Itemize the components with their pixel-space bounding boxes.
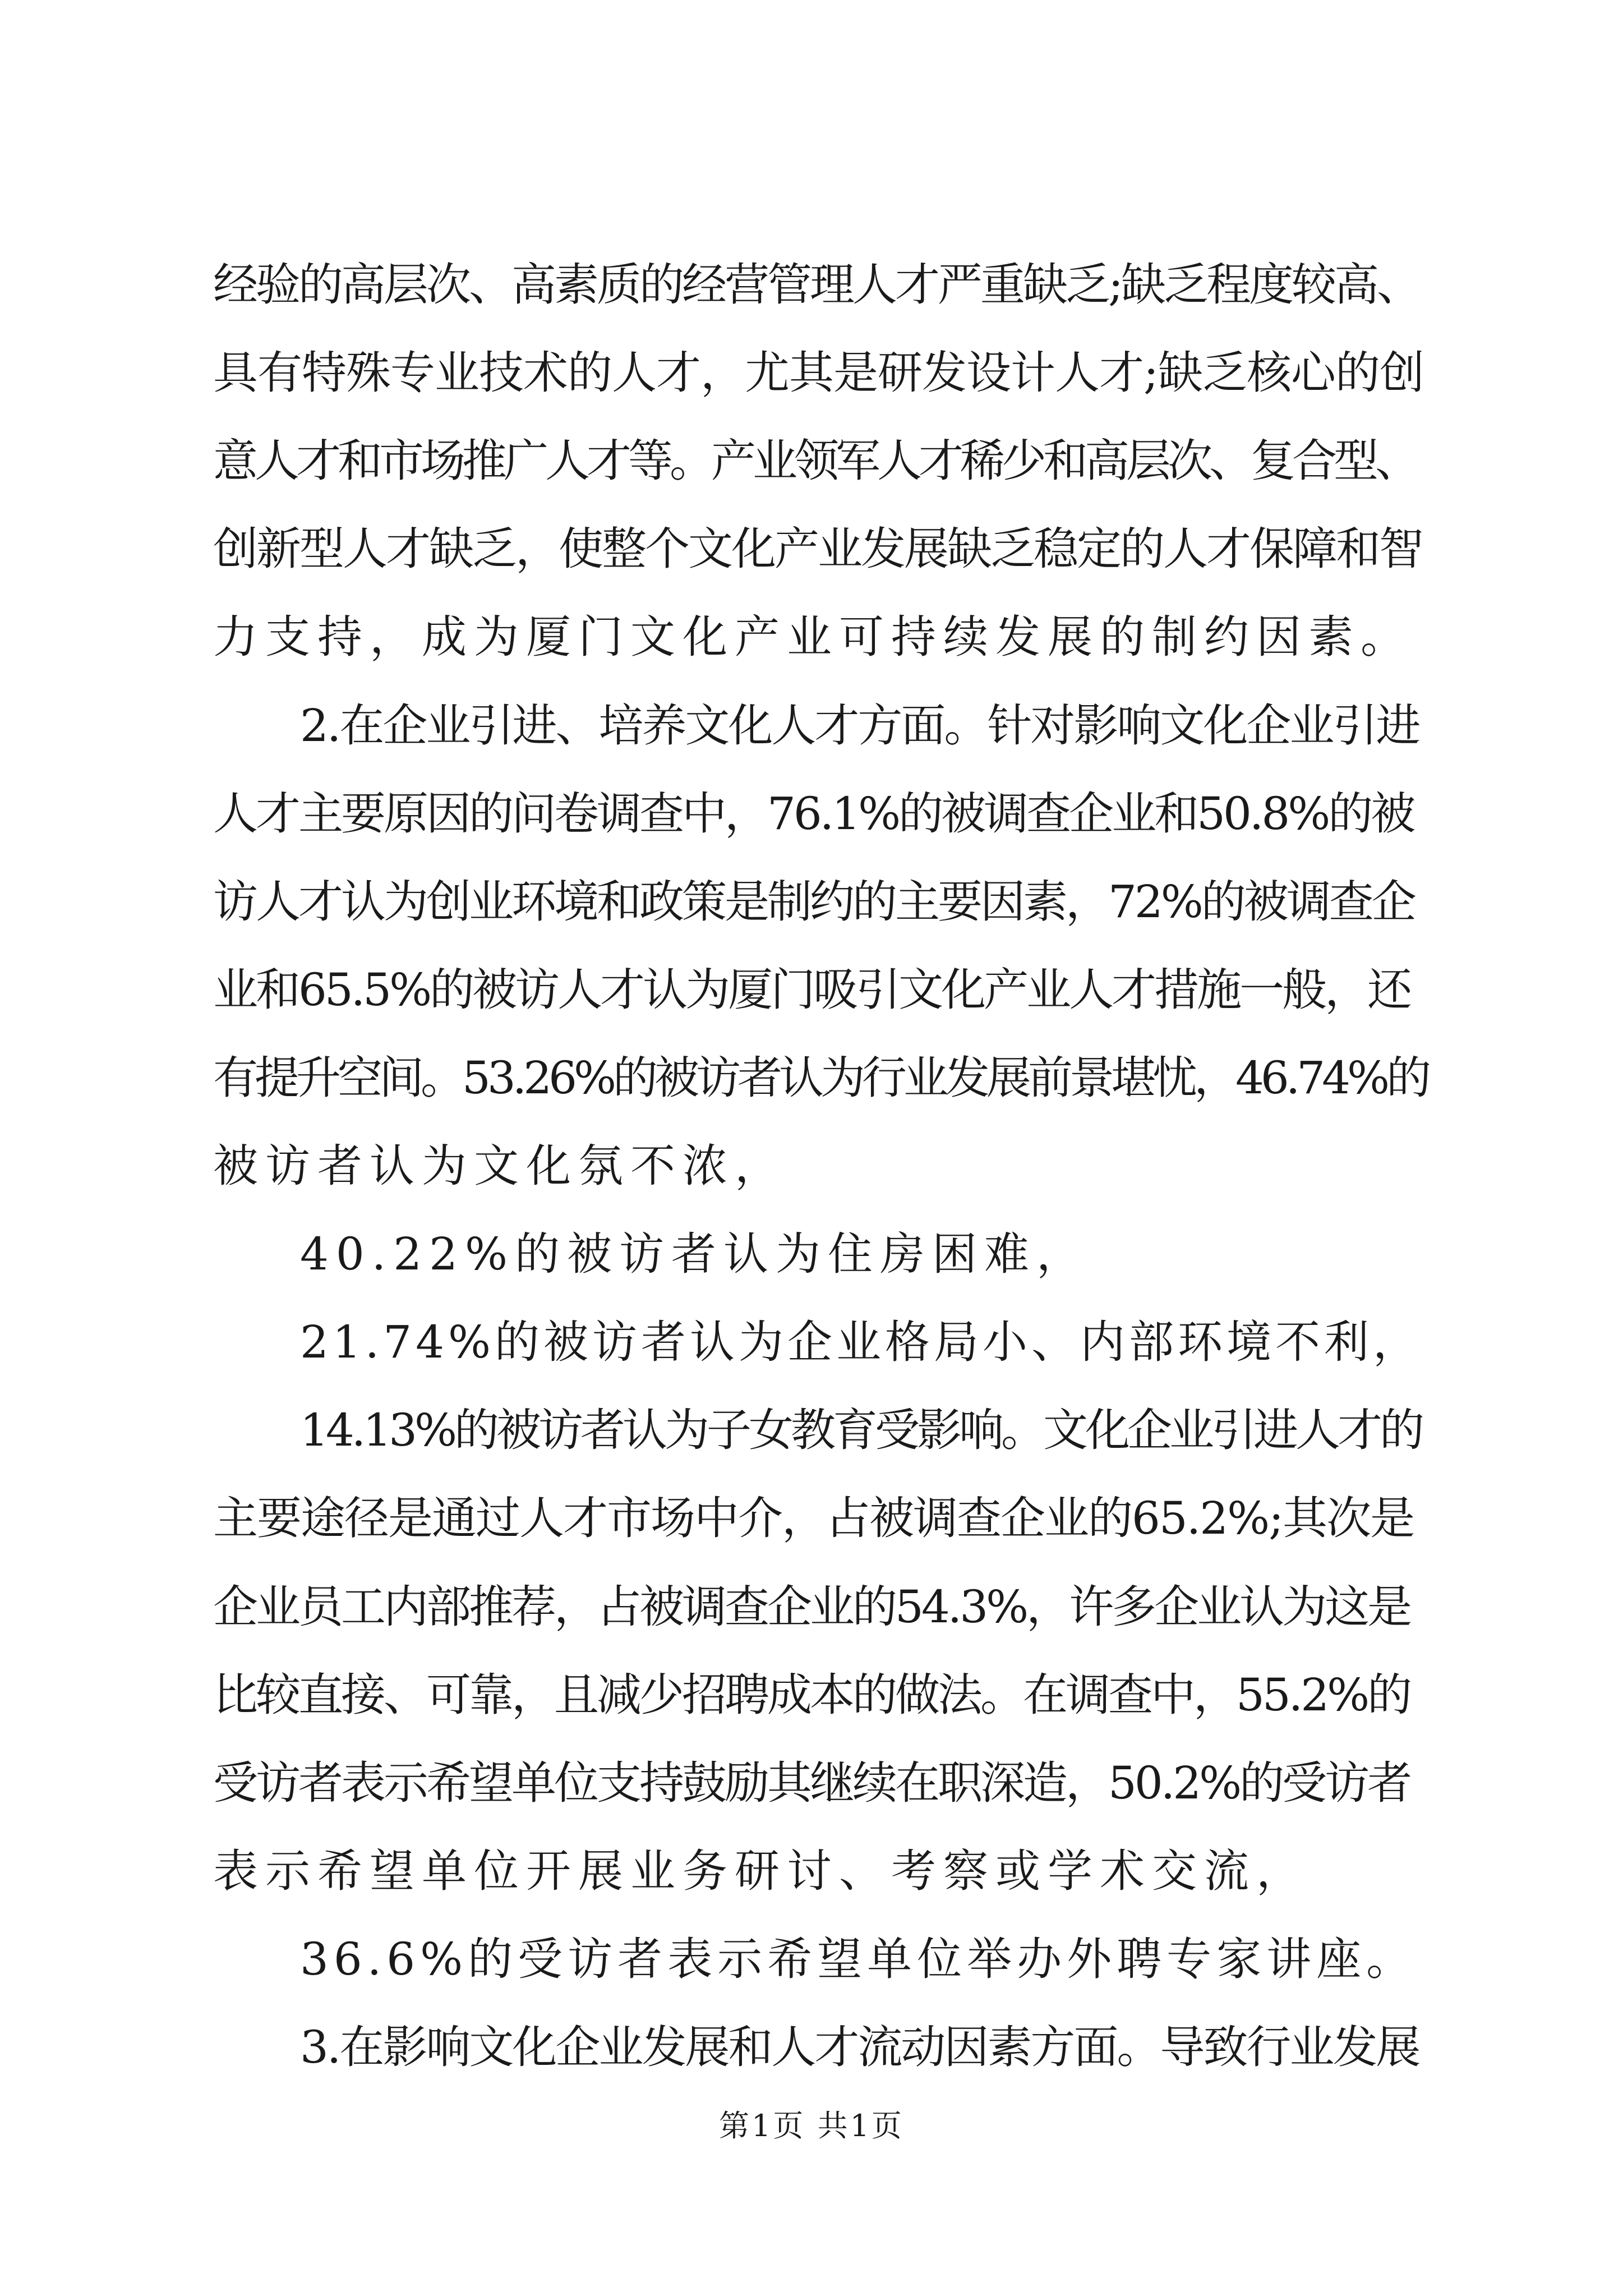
text-line-17: 比较直接、可靠，且减少招聘成本的做法。在调查中，55.2%的	[213, 1669, 1410, 1721]
text-line-2: 具有特殊专业技术的人才，尤其是研发设计人才;缺乏核心的创	[213, 347, 1424, 399]
text-line-9: 业和65.5%的被访人才认为厦门吸引文化产业人才措施一般，还	[213, 964, 1410, 1016]
text-line-3: 意人才和市场推广人才等。产业领军人才稀少和高层次、复合型、	[213, 435, 1417, 487]
text-line-8: 访人才认为创业环境和政策是制约的主要因素，72%的被调查企	[213, 876, 1414, 928]
text-line-14: 14.13%的被访者认为子女教育受影响。文化企业引进人才的	[300, 1404, 1422, 1456]
text-line-15: 主要途径是通过人才市场中介，占被调查企业的65.2%;其次是	[213, 1492, 1414, 1544]
text-line-5: 力支持，成为厦门文化产业可持续发展的制约因素。	[213, 611, 1413, 663]
text-line-1: 经验的高层次、高素质的经营管理人才严重缺乏;缺乏程度较高、	[213, 259, 1419, 311]
text-line-6: 2.在企业引进、培养文化人才方面。针对影响文化企业引进	[300, 700, 1419, 752]
text-line-11: 被访者认为文化氛不浓，	[213, 1140, 787, 1192]
text-line-19: 表示希望单位开展业务研讨、考察或学术交流，	[213, 1845, 1308, 1897]
page-footer: 第1页 共1页	[719, 2108, 904, 2143]
text-line-7: 人才主要原因的问卷调查中，76.1%的被调查企业和50.8%的被	[213, 788, 1414, 840]
text-line-21: 3.在影响文化企业发展和人才流动因素方面。导致行业发展	[300, 2021, 1419, 2073]
text-line-12: 40.22%的被访者认为住房困难，	[300, 1228, 1089, 1280]
text-line-20: 36.6%的受访者表示希望单位举办外聘专家讲座。	[300, 1933, 1417, 1985]
text-line-10: 有提升空间。53.26%的被访者认为行业发展前景堪忧，46.74%的	[213, 1052, 1428, 1104]
text-line-16: 企业员工内部推荐，占被调查企业的54.3%，许多企业认为这是	[213, 1581, 1410, 1633]
text-line-4: 创新型人才缺乏，使整个文化产业发展缺乏稳定的人才保障和智	[213, 523, 1422, 575]
text-line-18: 受访者表示希望单位支持鼓励其继续在职深造，50.2%的受访者	[213, 1757, 1410, 1809]
text-line-13: 21.74%的被访者认为企业格局小、内部环境不利，	[300, 1316, 1422, 1368]
